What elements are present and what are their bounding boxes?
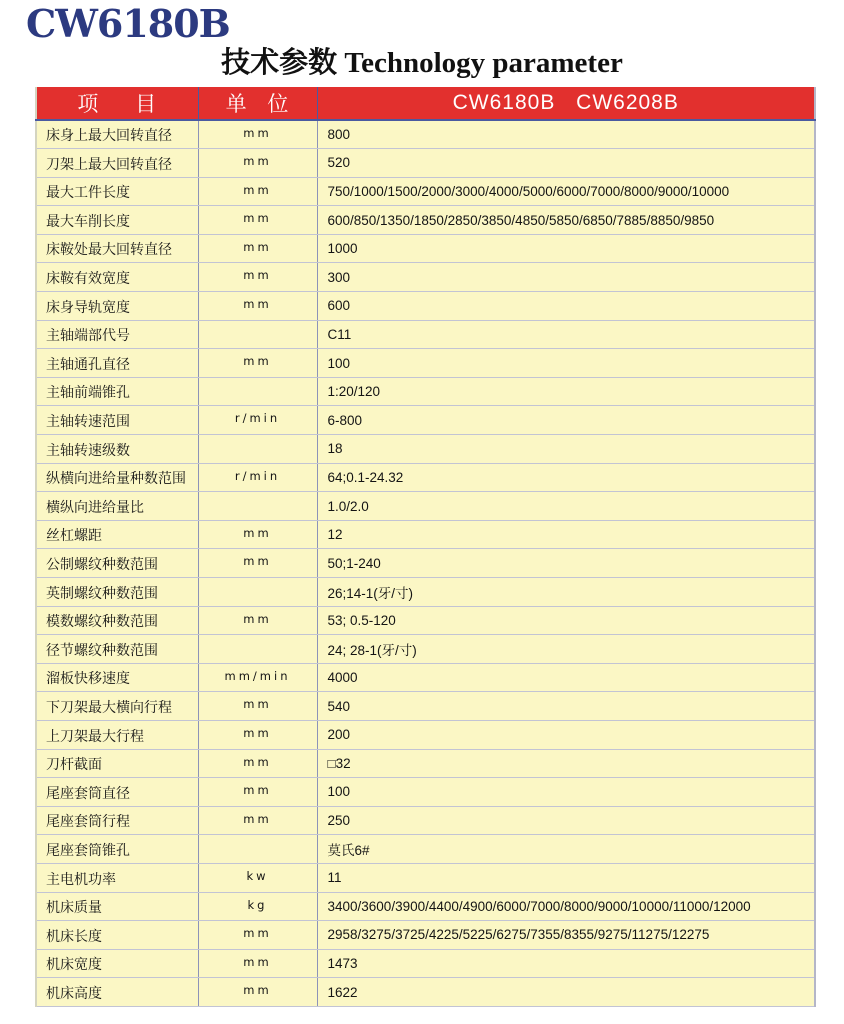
param-unit: mm xyxy=(198,720,317,749)
table-row xyxy=(36,978,815,1007)
param-unit: mm xyxy=(198,292,317,321)
table-row xyxy=(36,863,815,892)
param-name: 英制螺纹种数范围 xyxy=(36,578,198,607)
table-row xyxy=(36,149,815,178)
page-subtitle: 技术参数 Technology parameter xyxy=(221,47,623,79)
table-row xyxy=(36,177,815,206)
param-value: 600/850/1350/1850/2850/3850/4850/5850/6850/7885/8850/9850 xyxy=(317,206,815,235)
param-name: 尾座套筒行程 xyxy=(36,806,198,835)
param-name: 主轴端部代号 xyxy=(36,320,198,349)
param-name: 主轴通孔直径 xyxy=(36,349,198,378)
param-unit: mm xyxy=(198,234,317,263)
param-unit: mm xyxy=(198,949,317,978)
table-row xyxy=(36,806,815,835)
param-name: 公制螺纹种数范围 xyxy=(36,549,198,578)
param-value: 1473 xyxy=(317,949,815,978)
param-name: 机床长度 xyxy=(36,921,198,950)
param-value: 6-800 xyxy=(317,406,815,435)
param-value: 100 xyxy=(317,349,815,378)
table-header-row xyxy=(36,87,815,120)
param-unit: kw xyxy=(198,863,317,892)
param-value: 64;0.1-24.32 xyxy=(317,463,815,492)
param-value: 800 xyxy=(317,120,815,149)
param-value: C11 xyxy=(317,320,815,349)
table-row xyxy=(36,949,815,978)
param-unit xyxy=(198,435,317,464)
param-unit: mm xyxy=(198,921,317,950)
param-name: 床身上最大回转直径 xyxy=(36,120,198,149)
param-unit: kg xyxy=(198,892,317,921)
param-value: 莫氏6# xyxy=(317,835,815,864)
param-unit xyxy=(198,320,317,349)
param-value: 600 xyxy=(317,292,815,321)
param-name: 模数螺纹种数范围 xyxy=(36,606,198,635)
param-unit xyxy=(198,835,317,864)
table-row xyxy=(36,234,815,263)
param-unit: mm xyxy=(198,206,317,235)
param-name: 丝杠螺距 xyxy=(36,520,198,549)
param-name: 床鞍有效宽度 xyxy=(36,263,198,292)
param-name: 刀架上最大回转直径 xyxy=(36,149,198,178)
param-name: 径节螺纹种数范围 xyxy=(36,635,198,664)
param-unit: mm xyxy=(198,263,317,292)
param-unit: mm/min xyxy=(198,663,317,692)
spec-table xyxy=(35,87,816,1007)
param-unit: mm xyxy=(198,120,317,149)
column-header-item: 项 目 xyxy=(36,87,198,120)
table-row xyxy=(36,406,815,435)
param-name: 最大工件长度 xyxy=(36,177,198,206)
model-title: CW6180B xyxy=(26,1,230,46)
param-value: 18 xyxy=(317,435,815,464)
param-value: 3400/3600/3900/4400/4900/6000/7000/8000/9000/10000/11000/12000 xyxy=(317,892,815,921)
param-name: 下刀架最大横向行程 xyxy=(36,692,198,721)
column-header-unit: 单 位 xyxy=(198,87,317,120)
param-unit xyxy=(198,492,317,521)
param-value: 750/1000/1500/2000/3000/4000/5000/6000/7000/8000/9000/10000 xyxy=(317,177,815,206)
param-value: 2958/3275/3725/4225/5225/6275/7355/8355/9275/11275/12275 xyxy=(317,921,815,950)
param-name: 尾座套筒锥孔 xyxy=(36,835,198,864)
param-unit: mm xyxy=(198,177,317,206)
table-row xyxy=(36,320,815,349)
table-row xyxy=(36,206,815,235)
param-unit: r/min xyxy=(198,406,317,435)
column-header-models: CW6180B CW6208B xyxy=(317,87,815,120)
param-name: 机床质量 xyxy=(36,892,198,921)
table-row xyxy=(36,720,815,749)
table-row xyxy=(36,435,815,464)
param-unit: mm xyxy=(198,349,317,378)
param-value: 250 xyxy=(317,806,815,835)
param-unit: mm xyxy=(198,149,317,178)
param-value: 520 xyxy=(317,149,815,178)
param-value: 11 xyxy=(317,863,815,892)
table-row xyxy=(36,578,815,607)
param-name: 溜板快移速度 xyxy=(36,663,198,692)
param-name: 主轴转速范围 xyxy=(36,406,198,435)
param-value: 26;14-1(牙/寸) xyxy=(317,578,815,607)
param-unit: mm xyxy=(198,520,317,549)
param-unit xyxy=(198,377,317,406)
table-row xyxy=(36,892,815,921)
table-row xyxy=(36,120,815,149)
param-unit: mm xyxy=(198,806,317,835)
param-name: 上刀架最大行程 xyxy=(36,720,198,749)
table-row xyxy=(36,492,815,521)
table-row xyxy=(36,349,815,378)
param-name: 刀杆截面 xyxy=(36,749,198,778)
param-name: 主电机功率 xyxy=(36,863,198,892)
param-value: 1.0/2.0 xyxy=(317,492,815,521)
param-value: 50;1-240 xyxy=(317,549,815,578)
table-row xyxy=(36,663,815,692)
param-value: 1622 xyxy=(317,978,815,1007)
param-value: 12 xyxy=(317,520,815,549)
param-unit: r/min xyxy=(198,463,317,492)
param-value: 540 xyxy=(317,692,815,721)
table-row xyxy=(36,377,815,406)
param-name: 尾座套筒直径 xyxy=(36,778,198,807)
param-value: 100 xyxy=(317,778,815,807)
table-row xyxy=(36,635,815,664)
param-unit: mm xyxy=(198,692,317,721)
param-unit: mm xyxy=(198,549,317,578)
param-value: 1000 xyxy=(317,234,815,263)
param-unit xyxy=(198,635,317,664)
table-row xyxy=(36,606,815,635)
table-row xyxy=(36,463,815,492)
param-value: 300 xyxy=(317,263,815,292)
table-row xyxy=(36,921,815,950)
param-value: 53; 0.5-120 xyxy=(317,606,815,635)
param-unit: mm xyxy=(198,606,317,635)
param-name: 床身导轨宽度 xyxy=(36,292,198,321)
param-value: □32 xyxy=(317,749,815,778)
spec-table-body xyxy=(36,120,815,1006)
param-name: 床鞍处最大回转直径 xyxy=(36,234,198,263)
param-value: 200 xyxy=(317,720,815,749)
param-value: 1:20/120 xyxy=(317,377,815,406)
param-name: 机床宽度 xyxy=(36,949,198,978)
param-unit xyxy=(198,578,317,607)
param-name: 主轴转速级数 xyxy=(36,435,198,464)
param-unit: mm xyxy=(198,778,317,807)
param-value: 24; 28-1(牙/寸) xyxy=(317,635,815,664)
table-row xyxy=(36,692,815,721)
param-name: 最大车削长度 xyxy=(36,206,198,235)
param-unit: mm xyxy=(198,978,317,1007)
table-row xyxy=(36,263,815,292)
param-name: 主轴前端锥孔 xyxy=(36,377,198,406)
table-row xyxy=(36,778,815,807)
param-name: 横纵向进给量比 xyxy=(36,492,198,521)
param-name: 机床高度 xyxy=(36,978,198,1007)
param-name: 纵横向进给量种数范围 xyxy=(36,463,198,492)
param-unit: mm xyxy=(198,749,317,778)
table-row xyxy=(36,749,815,778)
table-row xyxy=(36,835,815,864)
table-row xyxy=(36,520,815,549)
param-value: 4000 xyxy=(317,663,815,692)
table-row xyxy=(36,292,815,321)
table-row xyxy=(36,549,815,578)
